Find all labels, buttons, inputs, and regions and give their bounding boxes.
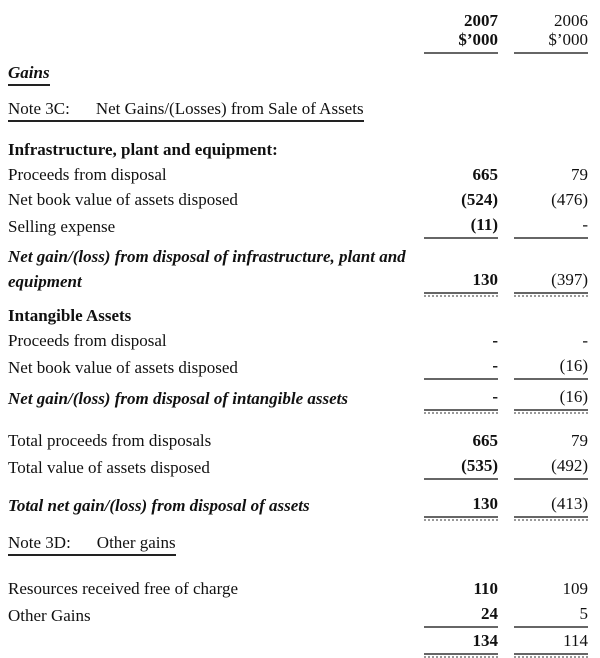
row-label: Net book value of assets disposed: [8, 358, 238, 377]
column-header-2006: [514, 11, 588, 54]
grand-total-row: [8, 491, 588, 518]
grand-total-label: Total net gain/(loss) from disposal of assets: [8, 496, 310, 515]
gains-heading-row: [8, 63, 588, 86]
value-2006: (492): [514, 453, 588, 480]
year-2006: 2006: [554, 11, 588, 30]
note-3c-heading-row: [8, 99, 588, 122]
note-3d-title: Other gains: [96, 533, 176, 552]
subtotal-label: Net gain/(loss) from disposal of intangible assets: [8, 389, 349, 408]
value-2006: -: [582, 331, 588, 350]
gains-heading: Gains: [8, 63, 50, 86]
value-2007: (535): [424, 453, 498, 480]
table-row: [8, 162, 588, 187]
table-row: [8, 328, 588, 353]
value-2007: (11): [424, 212, 498, 239]
note-3d-label: Note 3D:: [8, 533, 71, 552]
subtotal-row: [8, 384, 588, 411]
subtotal-label: Net gain/(loss) from disposal of infrastructure, plant and equipment: [8, 247, 406, 291]
row-label: Net book value of assets disposed: [8, 190, 238, 209]
value-2007: -: [424, 384, 498, 411]
row-label: Proceeds from disposal: [8, 331, 167, 350]
subtotal-row: [8, 244, 588, 294]
value-2007: 665: [472, 165, 498, 184]
table-row: [8, 576, 588, 601]
note-3c-title: Net Gains/(Losses) from Sale of Assets: [95, 99, 364, 118]
value-2007: 24: [424, 601, 498, 628]
value-2006: 79: [571, 431, 588, 450]
unit-2007: $’000: [458, 30, 498, 49]
value-2006: 109: [562, 579, 588, 598]
note-3c-heading: [8, 99, 364, 122]
value-2006: 114: [514, 628, 588, 655]
value-2007: -: [424, 353, 498, 380]
value-2006: (16): [514, 353, 588, 380]
table-row: [8, 187, 588, 212]
value-2007: 130: [424, 267, 498, 294]
value-2007: 665: [472, 431, 498, 450]
note-3d-heading-row: [8, 533, 588, 556]
table-row: [8, 353, 588, 380]
value-2006: -: [514, 212, 588, 239]
note-3d-heading: [8, 533, 176, 556]
row-label: Selling expense: [8, 217, 116, 236]
unit-2006: $’000: [548, 30, 588, 49]
value-2007: -: [492, 331, 498, 350]
row-label: Proceeds from disposal: [8, 165, 167, 184]
value-2006: 79: [571, 165, 588, 184]
table-row: [8, 453, 588, 480]
value-2007: 134: [424, 628, 498, 655]
intangible-section-title-row: [8, 303, 588, 328]
column-header-2007: [424, 11, 498, 54]
section-title: Infrastructure, plant and equipment:: [8, 140, 278, 159]
value-2007: 110: [473, 579, 498, 598]
value-2006: (413): [514, 491, 588, 518]
value-2007: 130: [424, 491, 498, 518]
other-gains-total-row: [8, 628, 588, 655]
note-3c-label: Note 3C:: [8, 99, 70, 118]
section-title: Intangible Assets: [8, 306, 132, 325]
row-label: Total proceeds from disposals: [8, 431, 212, 450]
table-row: [8, 601, 588, 628]
table-row: [8, 212, 588, 239]
value-2006: (16): [514, 384, 588, 411]
value-2006: (476): [551, 190, 588, 209]
value-2006: 5: [514, 601, 588, 628]
row-label: Resources received free of charge: [8, 579, 238, 598]
column-header-row: [8, 8, 588, 54]
table-row: [8, 428, 588, 453]
row-label: Other Gains: [8, 606, 91, 625]
infrastructure-section-title-row: [8, 137, 588, 162]
year-2007: 2007: [464, 11, 498, 30]
row-label: Total value of assets disposed: [8, 458, 210, 477]
value-2007: (524): [461, 190, 498, 209]
value-2006: (397): [514, 267, 588, 294]
